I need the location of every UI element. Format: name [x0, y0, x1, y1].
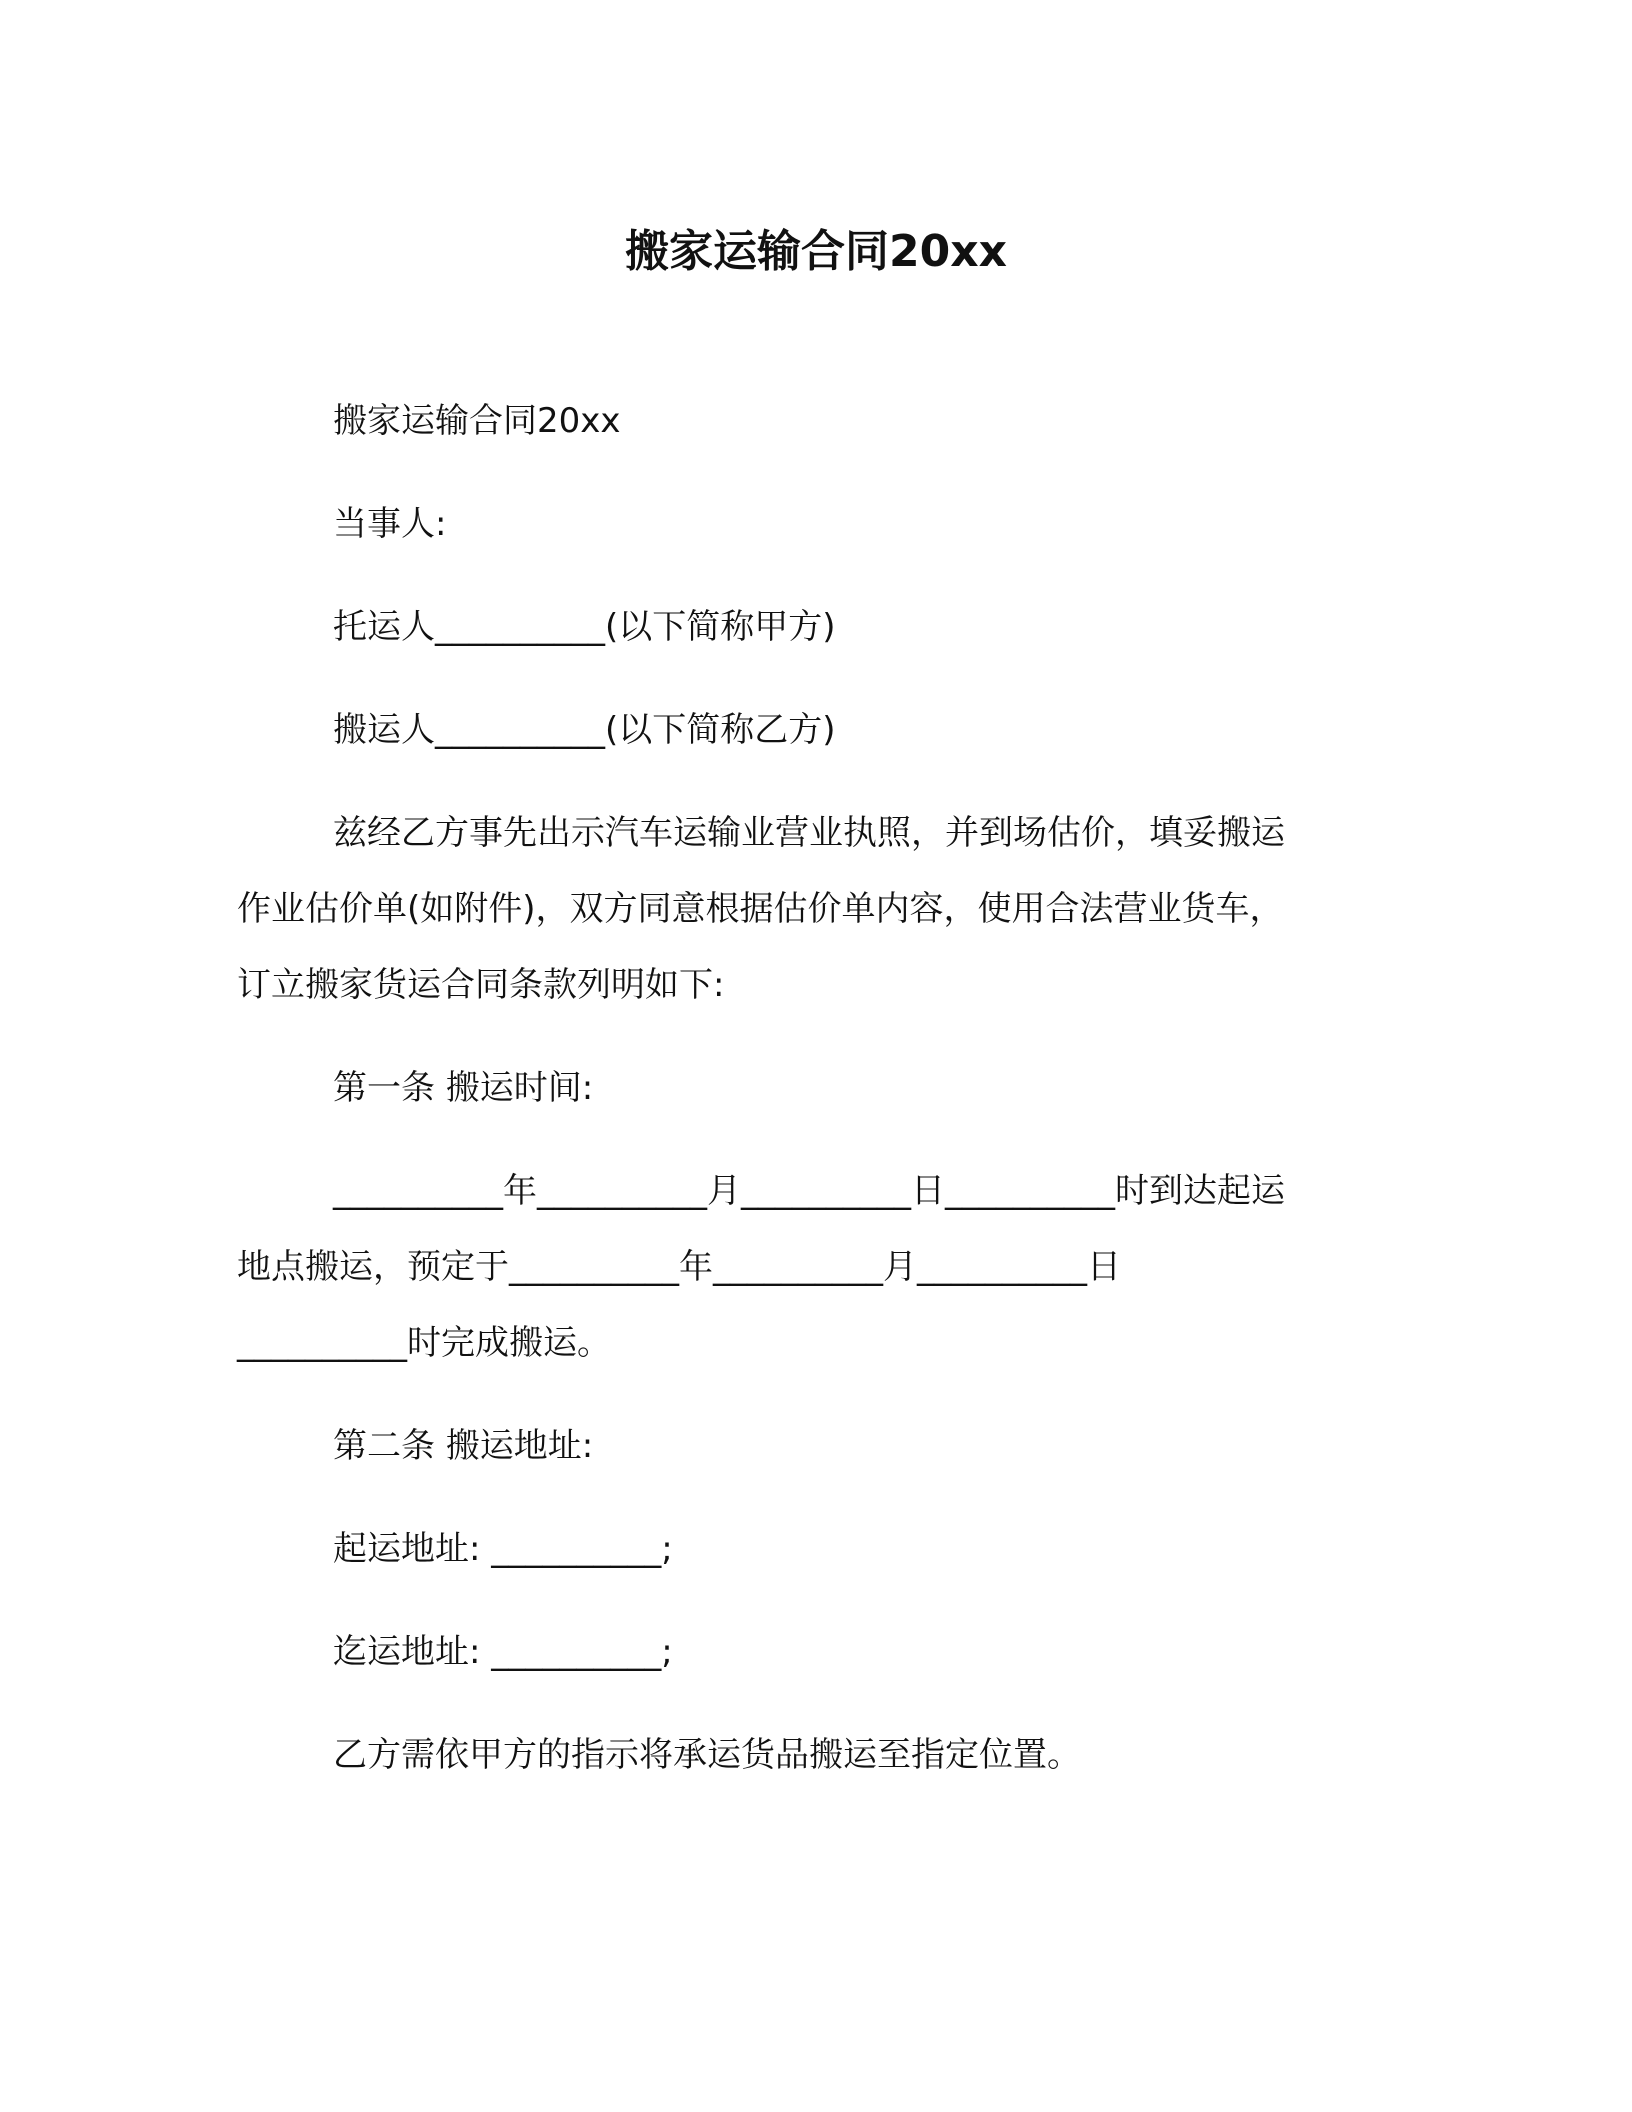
article1-line-3: __________时完成搬运。: [237, 1323, 611, 1363]
carrier-line: 搬运人__________(以下简称乙方): [333, 710, 836, 750]
shipper-line: 托运人__________(以下简称甲方): [333, 607, 836, 647]
destination-address: 迄运地址: __________;: [333, 1632, 673, 1672]
intro-line-2: 作业估价单(如附件)，双方同意根据估价单内容，使用合法营业货车，: [237, 889, 1284, 929]
article1-heading: 第一条 搬运时间:: [333, 1068, 594, 1108]
article1-line-1: __________年__________月__________日__________时到达起运: [333, 1171, 1285, 1211]
intro-line-1: 兹经乙方事先出示汽车运输业营业执照，并到场估价，填妥搬运: [333, 813, 1285, 853]
parties-label: 当事人:: [333, 504, 447, 544]
document-subtitle: 搬家运输合同20xx: [333, 401, 621, 441]
article2-heading: 第二条 搬运地址:: [333, 1426, 594, 1466]
article1-line-2: 地点搬运，预定于__________年__________月__________日: [237, 1247, 1121, 1287]
origin-address: 起运地址: __________;: [333, 1529, 673, 1569]
document-title: 搬家运输合同20xx: [625, 226, 1007, 277]
instruction-line: 乙方需依甲方的指示将承运货品搬运至指定位置。: [333, 1735, 1081, 1775]
intro-line-3: 订立搬家货运合同条款列明如下:: [237, 965, 725, 1005]
